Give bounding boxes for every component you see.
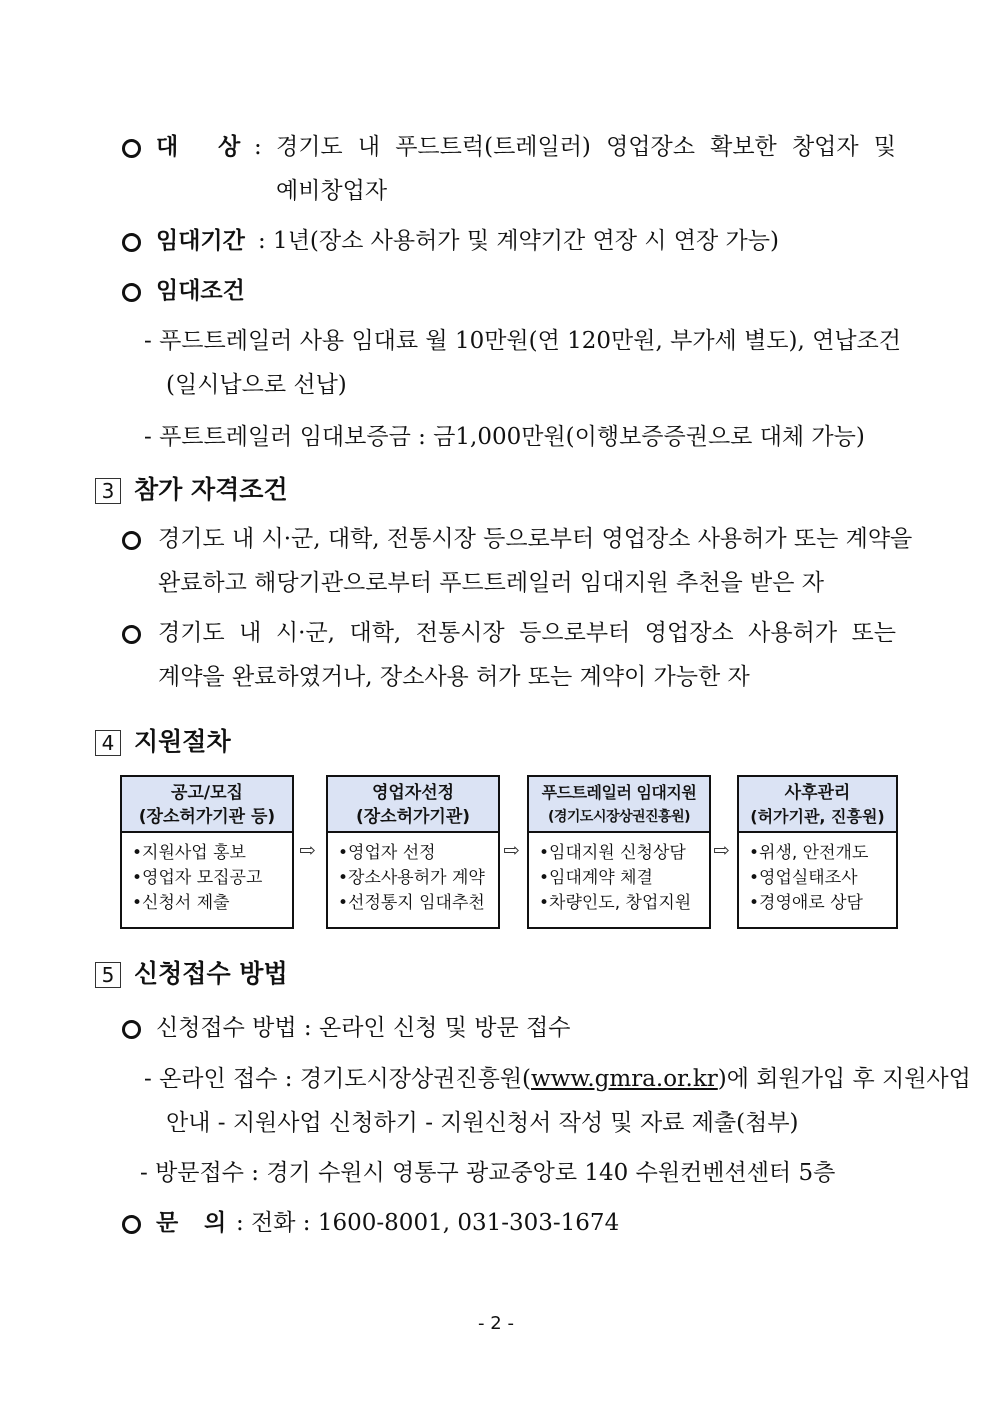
bullet-icon: [122, 1215, 141, 1234]
bullet-icon: [122, 1020, 141, 1039]
process-step-1: [120, 775, 294, 929]
step-header: [739, 777, 896, 833]
step-subtitle: (허가기관, 진흥원): [750, 807, 885, 826]
online-line2: 안내 - 지원사업 신청하기 - 지원신청서 작성 및 자료 제출(첨부): [166, 1110, 799, 1136]
page-number: - 2 -: [478, 1313, 514, 1334]
eligibility-item1-line1: 경기도 내 시·군, 대학, 전통시장 등으로부터 영업장소 사용허가 또는 계약을: [158, 526, 913, 552]
step-body: [122, 833, 292, 916]
section-number: 5: [95, 962, 121, 988]
eligibility-item2-line1: 경기도 내 시·군, 대학, 전통시장 등으로부터 영업장소 사용허가 또는: [158, 620, 896, 646]
arrow-right-icon: ⇨: [299, 838, 316, 862]
step-item: •영업자 선정: [338, 843, 436, 863]
step-item: •위생, 안전개도: [749, 843, 869, 863]
online-prefix: - 온라인 접수 : 경기도시장상권진흥원(: [144, 1066, 532, 1092]
target-colon: :: [254, 134, 262, 160]
bullet-icon: [122, 625, 141, 644]
target-line2: 예비창업자: [276, 178, 388, 204]
visit-line: - 방문접수 : 경기 수원시 영통구 광교중앙로 140 수원컨벤션센터 5층: [140, 1160, 836, 1186]
arrow-right-icon: ⇨: [503, 838, 520, 862]
bullet-icon: [122, 139, 141, 158]
target-line1: 경기도 내 푸드트럭(트레일러) 영업장소 확보한 창업자 및: [276, 134, 896, 160]
step-header: [122, 777, 292, 833]
step-item: •지원사업 홍보: [132, 843, 246, 863]
eligibility-item1-line2: 완료하고 해당기관으로부터 푸드트레일러 임대지원 추천을 받은 자: [158, 570, 824, 596]
arrow-right-icon: ⇨: [713, 838, 730, 862]
step-header: [328, 777, 498, 833]
step-item: •선정통지 임대추천: [338, 893, 485, 913]
conditions-item1-line2: (일시납으로 선납): [166, 372, 347, 398]
conditions-label: 임대조건: [156, 278, 245, 304]
section-title: 참가 자격조건: [134, 475, 288, 504]
conditions-item2: - 푸트트레일러 임대보증금 : 금1,000만원(이행보증증권으로 대체 가능): [144, 424, 865, 450]
bullet-icon: [122, 233, 141, 252]
step-subtitle: (장소허가기관): [355, 807, 471, 827]
step-subtitle: (장소허가기관 등): [138, 807, 276, 827]
website-link[interactable]: www.gmra.or.kr: [531, 1066, 718, 1092]
eligibility-item2-line2: 계약을 완료하였거나, 장소사용 허가 또는 계약이 가능한 자: [158, 664, 750, 690]
process-step-3: [527, 775, 711, 929]
process-step-4: [737, 775, 898, 929]
step-title: 푸드트레일러 임대지원: [541, 783, 697, 802]
conditions-item1-line1: - 푸드트레일러 사용 임대료 월 10만원(연 120만원, 부가세 별도), 연납조건: [144, 328, 901, 354]
step-title: 사후관리: [784, 783, 851, 803]
step-item: •임대계약 체결: [539, 868, 653, 888]
step-item: •경영애로 상담: [749, 893, 863, 913]
bullet-icon: [122, 531, 141, 550]
target-label-b: 상: [218, 134, 241, 160]
online-line1: [144, 1064, 971, 1094]
application-method: 신청접수 방법 : 온라인 신청 및 방문 접수: [156, 1015, 571, 1041]
inquiry-label-a: 문: [156, 1210, 179, 1236]
step-title: 공고/모집: [171, 783, 243, 803]
section-title: 신청접수 방법: [134, 959, 288, 988]
step-body: [529, 833, 709, 916]
process-step-2: [326, 775, 500, 929]
inquiry-text: : 전화 : 1600-8001, 031-303-1674: [236, 1210, 620, 1236]
section-number: 4: [95, 730, 121, 756]
period-text: : 1년(장소 사용허가 및 계약기간 연장 시 연장 가능): [258, 228, 779, 254]
step-item: •임대지원 신청상담: [539, 843, 686, 863]
step-item: •차량인도, 창업지원: [539, 893, 692, 913]
step-item: •신청서 제출: [132, 893, 230, 913]
inquiry-label-b: 의: [204, 1210, 227, 1236]
step-item: •장소사용허가 계약: [338, 868, 485, 888]
step-subtitle: (경기도시장상권진흥원): [547, 809, 691, 825]
step-item: •영업실태조사: [749, 868, 858, 888]
step-title: 영업자선정: [371, 783, 455, 803]
step-body: [328, 833, 498, 916]
period-label: 임대기간: [156, 228, 245, 254]
bullet-icon: [122, 283, 141, 302]
step-body: [739, 833, 896, 916]
section-title: 지원절차: [134, 727, 231, 756]
step-item: •영업자 모집공고: [132, 868, 263, 888]
online-suffix: )에 회원가입 후 지원사업: [717, 1066, 971, 1092]
step-header: [529, 777, 709, 833]
target-label-a: 대: [156, 134, 179, 160]
section-number: 3: [95, 478, 121, 504]
